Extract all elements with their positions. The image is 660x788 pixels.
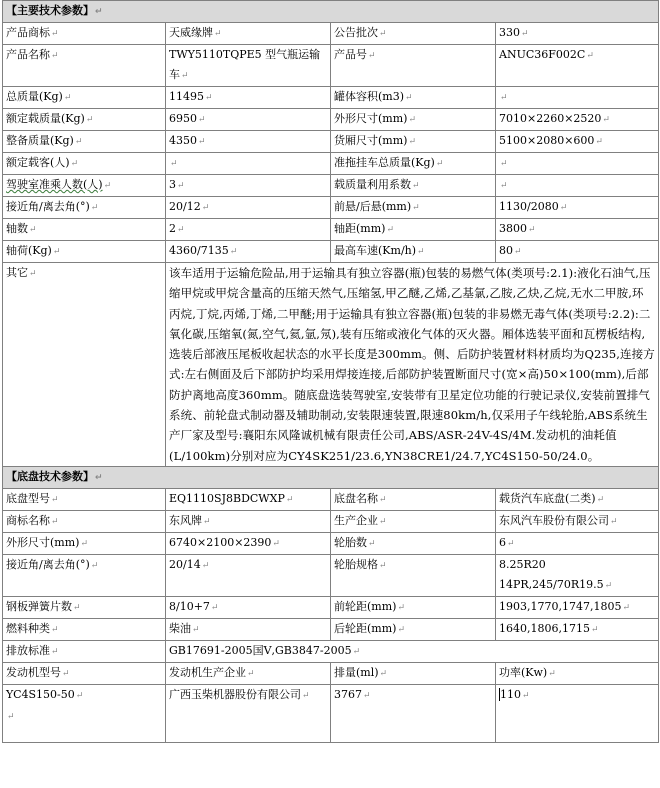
value-cell: 4350↵ <box>166 131 331 153</box>
table-row <box>3 618 659 640</box>
label-cell: 货厢尺寸(mm)↵ <box>331 131 496 153</box>
value-cell: 11495↵ <box>166 87 331 109</box>
label-cell: 额定载客(人)↵ <box>3 153 166 175</box>
emission-row <box>3 640 659 662</box>
other-row <box>3 263 659 467</box>
label-cell: 准拖挂车总质量(Kg)↵ <box>331 153 496 175</box>
value-cell: 柴油↵ <box>166 618 331 640</box>
table-row <box>3 175 659 197</box>
table-row <box>3 596 659 618</box>
table-row <box>3 23 659 45</box>
label-cell: 产品号↵ <box>331 45 496 87</box>
value-cell: 20/14↵ <box>166 554 331 596</box>
engine-cell[interactable]: 110↵ <box>496 684 659 742</box>
main-params-title: 【主要技术参数】↵ <box>3 1 659 23</box>
label-cell: 产品商标↵ <box>3 23 166 45</box>
label-cell: 接近角/离去角(°)↵ <box>3 197 166 219</box>
table-row <box>3 131 659 153</box>
chassis-params-title: 【底盘技术参数】↵ <box>3 466 659 488</box>
label-cell: 轴距(mm)↵ <box>331 219 496 241</box>
table-row <box>3 554 659 596</box>
value-cell: 1640,1806,1715↵ <box>496 618 659 640</box>
label-cell: 商标名称↵ <box>3 510 166 532</box>
value-cell: 1130/2080↵ <box>496 197 659 219</box>
value-cell: 6740×2100×2390↵ <box>166 532 331 554</box>
value-cell: 载货汽车底盘(二类)↵ <box>496 488 659 510</box>
table-row <box>3 241 659 263</box>
engine-header-cell: 排量(ml)↵ <box>331 662 496 684</box>
table-row <box>3 109 659 131</box>
emission-value: GB17691-2005国Ⅴ,GB3847-2005↵ <box>166 640 659 662</box>
value-cell: 1903,1770,1747,1805↵ <box>496 596 659 618</box>
label-cell: 排放标准↵ <box>3 640 166 662</box>
engine-header-cell: 发动机型号↵ <box>3 662 166 684</box>
value-cell: 20/12↵ <box>166 197 331 219</box>
label-cell: 产品名称↵ <box>3 45 166 87</box>
label-cell: 钢板弹簧片数↵ <box>3 596 166 618</box>
value-cell: 5100×2080×600↵ <box>496 131 659 153</box>
table-row <box>3 197 659 219</box>
value-cell: ↵ <box>496 153 659 175</box>
label-cell: 轮胎规格↵ <box>331 554 496 596</box>
label-cell: 底盘名称↵ <box>331 488 496 510</box>
value-cell: 东风汽车股份有限公司↵ <box>496 510 659 532</box>
value-cell: 330↵ <box>496 23 659 45</box>
label-cell: 外形尺寸(mm)↵ <box>3 532 166 554</box>
other-description: 该车适用于运输危险品,用于运输具有独立容器(瓶)包装的易燃气体(类项号:2.1):液化石油气,压缩甲烷或甲烷含量高的压缩天然气,压缩氢,甲乙醚,乙烯,乙基氯,乙胺,乙炔,乙烷,无水二甲胺,环丙烷,丁烷,丙烯,丁烯,二甲醚;用于运输具有独立容器(瓶)包装的非易燃无毒气体(类项号:2.2):二氧化碳,压缩氧(氮,空气,氦,氩,氖),装有压缩或液化气体的灭火器。厢体选装平面和瓦楞板结构,选装后部液压尾板收起状态的水平长度是300mm。侧、后防护装置材料材质均为Q235,连接方式:左右侧面及后下部防护均采用焊接连接,后部防护装置断面尺寸(宽×高)50×100(mm),后部防护离地高度360mm。随底盘选装驾驶室,安装带有卫星定位功能的行驶记录仪,安装前置排气系统、前轮盘式制动器及辅助制动,安装限速装置,限速80km/h,仅采用子午线轮胎,ABS系统生产厂家及型号:襄阳东风隆诚机械有限责任公司,ABS/ASR-24V-4S/4M.发动机的油耗值(L/100km)分别对应为CY4SK251/23.6,YN38CRE1/24.7,YC4S150-50/24.0。 <box>166 263 659 467</box>
label-cell: 生产企业↵ <box>331 510 496 532</box>
label-cell: 轮胎数↵ <box>331 532 496 554</box>
value-cell: ↵ <box>496 87 659 109</box>
value-cell: 东风牌↵ <box>166 510 331 532</box>
label-cell: 整备质量(Kg)↵ <box>3 131 166 153</box>
label-cell: 前轮距(mm)↵ <box>331 596 496 618</box>
value-cell: 8/10+7↵ <box>166 596 331 618</box>
other-label: 其它↵ <box>3 263 166 467</box>
value-cell: 3↵ <box>166 175 331 197</box>
label-cell: 最高车速(Km/h)↵ <box>331 241 496 263</box>
engine-header-cell: 功率(Kw)↵ <box>496 662 659 684</box>
engine-cell: 3767↵ <box>331 684 496 742</box>
value-cell: TWY5110TQPE5 型气瓶运输车↵ <box>166 45 331 87</box>
table-row <box>3 532 659 554</box>
value-cell: ANUC36F002C↵ <box>496 45 659 87</box>
label-cell: 外形尺寸(mm)↵ <box>331 109 496 131</box>
label-cell: 底盘型号↵ <box>3 488 166 510</box>
table-row <box>3 510 659 532</box>
engine-cell: 广西玉柴机器股份有限公司↵ <box>166 684 331 742</box>
label-cell: 总质量(Kg)↵ <box>3 87 166 109</box>
label-cell: 额定载质量(Kg)↵ <box>3 109 166 131</box>
label-cell: 轴数↵ <box>3 219 166 241</box>
value-cell: 7010×2260×2520↵ <box>496 109 659 131</box>
label-cell: 罐体容积(m3)↵ <box>331 87 496 109</box>
value-cell: 6950↵ <box>166 109 331 131</box>
table-row <box>3 488 659 510</box>
value-cell: 8.25R20 14PR,245/70R19.5↵ <box>496 554 659 596</box>
table-row <box>3 87 659 109</box>
label-cell: 公告批次↵ <box>331 23 496 45</box>
label-cell: 驾驶室准乘人数(人)↵ <box>3 175 166 197</box>
value-cell: ↵ <box>496 175 659 197</box>
table-row <box>3 45 659 87</box>
engine-header-row <box>3 662 659 684</box>
value-cell: 2↵ <box>166 219 331 241</box>
label-cell: 燃料种类↵ <box>3 618 166 640</box>
label-cell: 前悬/后悬(mm)↵ <box>331 197 496 219</box>
value-cell: 6↵ <box>496 532 659 554</box>
value-cell: 80↵ <box>496 241 659 263</box>
value-cell: ↵ <box>166 153 331 175</box>
engine-header-cell: 发动机生产企业↵ <box>166 662 331 684</box>
value-cell: 3800↵ <box>496 219 659 241</box>
label-cell: 轴荷(Kg)↵ <box>3 241 166 263</box>
engine-cell: YC4S150-50↵ ↵ <box>3 684 166 742</box>
label-cell: 后轮距(mm)↵ <box>331 618 496 640</box>
label-cell: 接近角/离去角(°)↵ <box>3 554 166 596</box>
value-cell: 4360/7135↵ <box>166 241 331 263</box>
engine-row <box>3 684 659 742</box>
label-cell: 载质量利用系数↵ <box>331 175 496 197</box>
table-row <box>3 153 659 175</box>
table-row <box>3 219 659 241</box>
spec-table <box>2 0 659 743</box>
value-cell: 天威缘牌↵ <box>166 23 331 45</box>
value-cell: EQ1110SJ8BDCWXP↵ <box>166 488 331 510</box>
